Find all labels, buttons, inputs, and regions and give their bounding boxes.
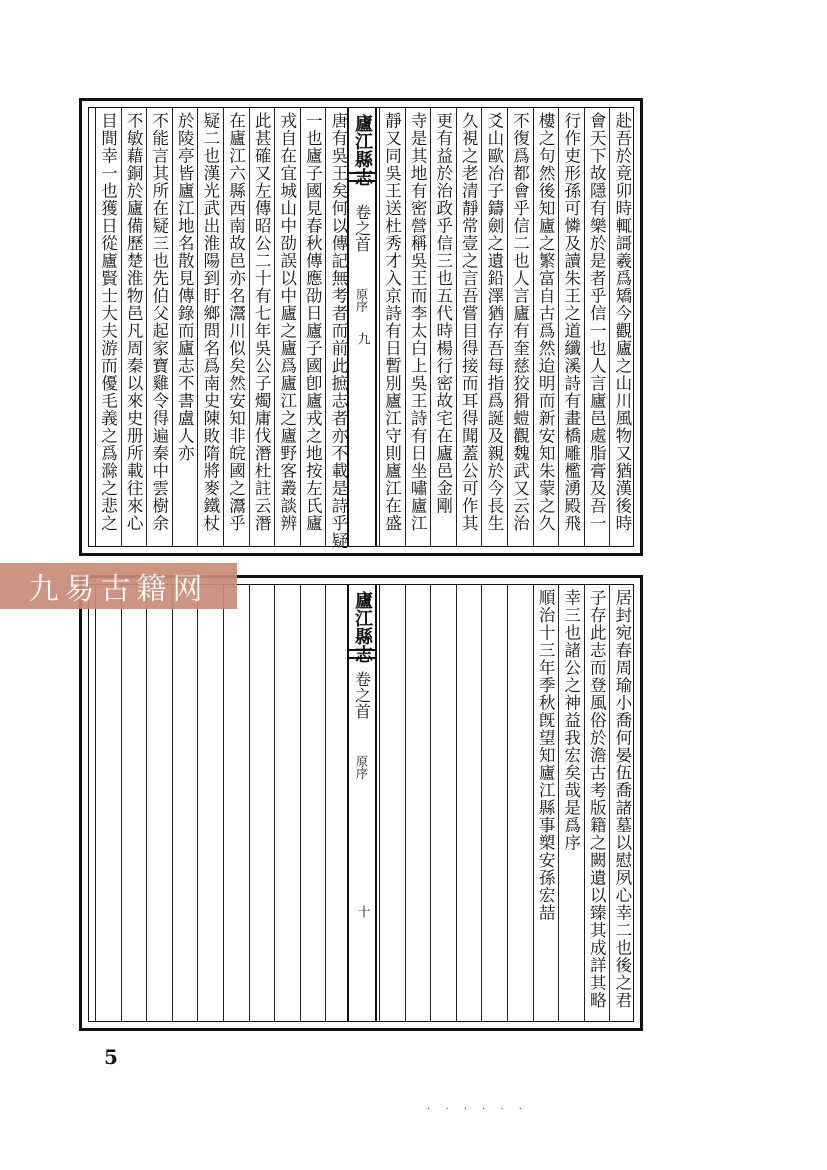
bottom-left-column-divider [300,585,301,1021]
bottom-center-column [347,585,377,1021]
top-left-text-line: 一也廬子國見春秋傳應劭日廬子國卽廬戎之地按左氏廬 [303,112,323,532]
top-right-column-divider [379,108,380,546]
top-right-column-divider [481,108,482,546]
bottom-right-column-divider [405,585,406,1021]
top-right-column-divider [430,108,431,546]
top-page [79,98,643,556]
top-left-text-line: 在廬江六縣西南故邑亦名灊川似矣然安知非皖國之灊乎 [226,112,246,532]
top-right-column-divider [405,108,406,546]
top-right-text-line: 更有益於治政乎信三也五代時楊行密故宅在廬邑金剛 [433,112,453,515]
bottom-left-column-divider [146,585,147,1021]
top-left-column-divider [121,108,122,546]
bottom-page-frame [88,584,634,1022]
top-left-column-divider [325,108,326,546]
top-left-column-divider [223,108,224,546]
top-right-column-divider [584,108,585,546]
top-left-column-divider [95,108,96,546]
bottom-left-column-divider [95,585,96,1021]
top-right-text-line: 靜又同吳王送杜秀才入京詩有日暫別廬江守則廬江在盛 [382,112,402,532]
bottom-right-column-divider [481,585,482,1021]
bottom-right-column-divider [456,585,457,1021]
top-center-column [347,108,377,546]
bottom-page [79,575,643,1031]
top-left-text-line: 於陵亭皆廬江地名散見傳錄而廬志不書盧人亦 [175,112,195,462]
top-right-column-divider [558,108,559,546]
bottom-left-column-divider [274,585,275,1021]
top-right-text-line: 久視之老清靜常壹之言吾嘗目得接而耳得聞蓋公可作其 [459,112,479,532]
top-left-text-line: 戎自在宜城山中劭誤以中廬之廬爲廬江之廬野客叢談辨 [277,112,297,532]
top-left-column-divider [300,108,301,546]
top-left-column-divider [249,108,250,546]
top-left-column-divider [274,108,275,546]
bottom-right-column-divider [609,585,610,1021]
top-left-text-line: 不敏藉銅於廬備歷楚淮物邑凡周秦以來史册所載往來心 [124,112,144,532]
top-right-text-line: 爻山歐冶子鑄劍之遺鉛澤猶存吾每指爲誕及親於今長生 [484,112,504,532]
top-page-frame [88,107,634,550]
top-left-text-line: 不能言其所在疑三也先伯父起家寶雞令得遍秦中雲樹余 [149,112,169,532]
top-book-title: 廬江縣志 [352,114,373,186]
top-left-text-line: 疑二也漢光武出淮陽到盱鄉問名爲南史陳敗隋將麥鐵杖 [200,112,220,532]
top-page-number: 九 [354,332,370,345]
bottom-book-title: 廬江縣志 [352,591,373,663]
bottom-section-label: 原序 [354,755,369,779]
top-left-column-divider [197,108,198,546]
top-right-column-divider [533,108,534,546]
bottom-right-column-divider [379,585,380,1021]
top-left-text-line: 唐有吳王矣何以傳記無考者而前此摭志者亦不載是詩乎疑 [328,112,348,550]
top-right-text-line: 赴吾於竟卯時輒謌羲爲矯今觀廬之山川風物又猶漢後時 [612,112,632,532]
top-left-column-divider [146,108,147,546]
bottom-right-column-divider [507,585,508,1021]
bottom-right-text-line: 子存此志而登風俗於澹古考版籍之闕遺以臻其成詳其略 [587,589,607,1009]
bottom-right-text-line: 幸三也諸公之神益我宏矣哉是爲序 [561,589,581,852]
top-right-column-divider [507,108,508,546]
top-right-text-line: 樓之句然後知廬之繁富自古爲然迨明而新安知朱蒙之久 [536,112,556,532]
bottom-right-column-divider [533,585,534,1021]
top-right-column-divider [609,108,610,546]
scan-specks: · · · · · · [427,1104,528,1115]
top-right-text-line: 會天下故隱有樂於是者乎信一也人言廬邑處脂膏及吾一 [587,112,607,532]
footer-page-number: 5 [104,1045,118,1069]
bottom-left-column-divider [249,585,250,1021]
top-left-column-divider [172,108,173,546]
top-right-text-line: 不復爲都會乎信二也人言廬有奎慈狡猾螘觀魏武又云治 [510,112,530,532]
top-right-text-line: 寺是其地有密營稱吳王而李太白上吳王詩有日坐嘯廬江 [408,112,428,532]
bottom-left-column-divider [325,585,326,1021]
top-section-label: 原序 [354,288,369,312]
top-juan-label: 卷之首 [352,204,372,252]
bottom-right-column-divider [430,585,431,1021]
bottom-left-column-divider [197,585,198,1021]
bottom-left-column-divider [223,585,224,1021]
bottom-right-column-divider [558,585,559,1021]
top-left-text-line: 此甚確又左傳昭公二十有七年吳公子燭庸伐潛杜註云潛 [252,112,272,532]
bottom-right-column-divider [584,585,585,1021]
bottom-left-column-divider [121,585,122,1021]
top-right-column-divider [456,108,457,546]
watermark-banner: 九易古籍网 [0,563,237,609]
top-left-text-line: 目間幸一也獲日從廬賢士大夫游而優毛義之爲滁之悲之 [98,112,118,532]
bottom-left-column-divider [172,585,173,1021]
bottom-juan-label: 卷之首 [352,671,372,719]
bottom-right-text-line: 居封宛春周瑜小喬何晏伍喬諸墓以慰夙心幸二也後之君 [612,589,632,1009]
top-right-text-line: 行作吏形孫可憐及讀朱王之道纖溪詩有畫橋雕檻湧殿飛 [561,112,581,532]
bottom-right-text-line: 順治十三年季秋旣望知廬江縣事槊安孫宏喆 [536,589,556,922]
bottom-page-number: 十 [354,905,370,918]
